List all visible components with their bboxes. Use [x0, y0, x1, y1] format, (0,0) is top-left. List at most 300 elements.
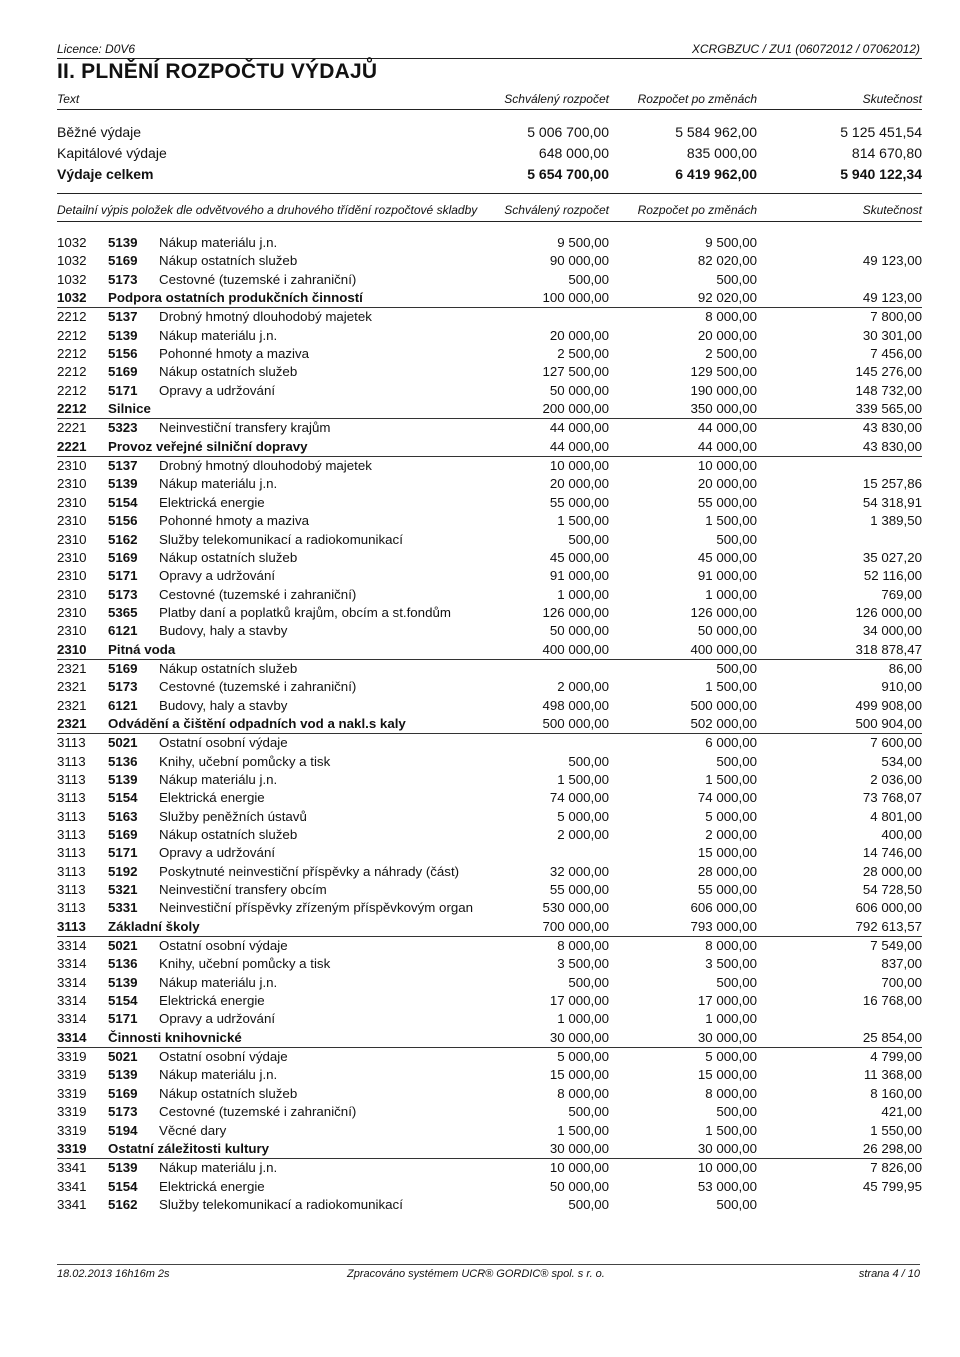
paragraph-code: 3113 — [57, 900, 86, 916]
item-name: Budovy, haly a stavby — [159, 623, 288, 639]
actual-value: 534,00 — [881, 753, 922, 769]
item-name: Věcné dary — [159, 1122, 227, 1138]
item-code: 5331 — [108, 900, 138, 916]
after-changes-value: 190 000,00 — [690, 382, 757, 398]
item-code: 5156 — [108, 346, 138, 362]
item-code: 5171 — [108, 382, 138, 398]
table-row — [57, 1103, 922, 1121]
approved-value: 2 000,00 — [557, 679, 609, 695]
paragraph-code: 3314 — [57, 956, 87, 972]
item-code: 5163 — [108, 808, 138, 824]
after-changes-value: 6 000,00 — [705, 735, 757, 751]
actual-value: 1 389,50 — [870, 513, 922, 529]
actual-value: 1 550,00 — [870, 1122, 922, 1138]
paragraph-code: 2310 — [57, 458, 87, 474]
actual-value: 837,00 — [881, 956, 922, 972]
actual-value: 43 830,00 — [862, 420, 922, 436]
item-name: Elektrická energie — [159, 494, 265, 510]
approved-value: 200 000,00 — [542, 401, 609, 417]
after-changes-value: 10 000,00 — [697, 458, 757, 474]
approved-value: 5 000,00 — [557, 808, 609, 824]
table-row — [57, 457, 922, 475]
paragraph-code: 2221 — [57, 420, 87, 436]
table-row — [57, 327, 922, 345]
actual-value: 34 000,00 — [862, 623, 922, 639]
section-name: Ostatní záležitosti kultury — [108, 1140, 270, 1156]
actual-value: 7 456,00 — [870, 346, 922, 362]
item-code: 5323 — [108, 420, 138, 436]
table-subtotal-row — [57, 918, 922, 937]
actual-value: 400,00 — [881, 827, 922, 842]
summary-row-current — [57, 124, 922, 145]
item-code: 5169 — [108, 827, 138, 842]
approved-value: 44 000,00 — [549, 438, 609, 454]
paragraph-code: 3113 — [57, 735, 86, 751]
actual-value: 500 904,00 — [855, 715, 922, 731]
paragraph-code: 2310 — [57, 586, 87, 602]
item-code: 5173 — [108, 586, 138, 602]
detail-column-headers — [57, 203, 922, 219]
after-changes-value: 8 000,00 — [705, 938, 757, 954]
table-row — [57, 808, 922, 826]
table-row — [57, 844, 922, 862]
actual-value: 2 036,00 — [870, 771, 922, 787]
paragraph-code: 2310 — [57, 641, 87, 657]
table-row — [57, 531, 922, 549]
approved-value: 1 500,00 — [557, 1122, 609, 1138]
table-row — [57, 753, 922, 771]
paragraph-code: 2310 — [57, 549, 87, 565]
after-changes-value: 129 500,00 — [690, 364, 757, 380]
table-row — [57, 345, 922, 363]
actual-value: 700,00 — [881, 974, 922, 990]
item-code: 5173 — [108, 679, 138, 695]
summary-label: Výdaje celkem — [57, 166, 154, 182]
actual-value: 792 613,57 — [855, 918, 922, 934]
paragraph-code: 2212 — [57, 382, 87, 398]
item-name: Neinvestiční transfery obcím — [159, 882, 327, 898]
table-row — [57, 234, 922, 252]
after-changes-value: 74 000,00 — [697, 790, 757, 806]
summary-approved: 5 654 700,00 — [527, 166, 609, 182]
approved-value: 500,00 — [568, 531, 609, 547]
approved-value: 55 000,00 — [549, 494, 609, 510]
after-changes-value: 28 000,00 — [697, 863, 757, 879]
item-name: Opravy a udržování — [159, 382, 276, 398]
approved-value: 2 500,00 — [557, 346, 609, 362]
table-row — [57, 622, 922, 640]
summary-after-changes: 5 584 962,00 — [675, 124, 757, 140]
item-code: 5154 — [108, 1178, 138, 1194]
item-name: Knihy, učební pomůcky a tisk — [159, 956, 331, 972]
table-row — [57, 974, 922, 992]
paragraph-code: 3319 — [57, 1049, 87, 1065]
approved-value: 74 000,00 — [549, 790, 609, 806]
table-row — [57, 881, 922, 899]
item-code: 5192 — [108, 863, 138, 879]
paragraph-code: 3341 — [57, 1178, 87, 1194]
actual-value: 148 732,00 — [855, 382, 922, 398]
after-changes-value: 1 000,00 — [705, 586, 757, 602]
item-name: Drobný hmotný dlouhodobý majetek — [159, 309, 372, 325]
paragraph-code: 2212 — [57, 346, 87, 362]
item-name: Nákup ostatních služeb — [159, 364, 298, 380]
summary-approved: 5 006 700,00 — [527, 124, 609, 140]
after-changes-value: 30 000,00 — [697, 1029, 757, 1045]
approved-value: 530 000,00 — [542, 900, 609, 916]
actual-value: 126 000,00 — [855, 604, 922, 620]
paragraph-code: 3314 — [57, 974, 87, 990]
section-name: Odvádění a čištění odpadních vod a nakl.s kaly — [108, 715, 406, 731]
after-changes-value: 5 000,00 — [705, 808, 757, 824]
table-row — [57, 937, 922, 955]
paragraph-code: 2221 — [57, 438, 87, 454]
item-code: 5169 — [108, 253, 138, 269]
approved-value: 20 000,00 — [549, 476, 609, 492]
paragraph-code: 1032 — [57, 290, 87, 306]
after-changes-value: 20 000,00 — [697, 327, 757, 343]
item-code: 5139 — [108, 327, 138, 343]
after-changes-value: 53 000,00 — [697, 1178, 757, 1194]
item-code: 5139 — [108, 771, 138, 787]
actual-value: 54 318,91 — [862, 494, 922, 510]
summary-approved: 648 000,00 — [538, 145, 609, 161]
summary-label: Kapitálové výdaje — [57, 145, 167, 161]
section-name: Pitná voda — [108, 641, 176, 657]
item-name: Opravy a udržování — [159, 568, 276, 584]
paragraph-code: 3113 — [57, 808, 86, 824]
item-code: 5162 — [108, 531, 138, 547]
actual-value: 7 800,00 — [870, 309, 922, 325]
approved-value: 1 500,00 — [557, 771, 609, 787]
item-code: 5169 — [108, 660, 138, 676]
paragraph-code: 2310 — [57, 604, 87, 620]
paragraph-code: 2321 — [57, 697, 87, 713]
table-row — [57, 382, 922, 400]
approved-value: 400 000,00 — [542, 641, 609, 657]
approved-value: 44 000,00 — [549, 420, 609, 436]
summary-actual: 5 125 451,54 — [840, 124, 922, 140]
item-code: 5173 — [108, 1104, 138, 1120]
table-row — [57, 252, 922, 270]
actual-value: 4 801,00 — [870, 808, 922, 824]
paragraph-code: 3319 — [57, 1140, 87, 1156]
table-row — [57, 1122, 922, 1140]
after-changes-value: 502 000,00 — [690, 715, 757, 731]
actual-value: 7 826,00 — [870, 1160, 922, 1176]
table-row — [57, 419, 922, 437]
item-name: Poskytnuté neinvestiční příspěvky a náhrady (část) — [159, 863, 460, 879]
item-name: Opravy a udržování — [159, 845, 276, 861]
after-changes-value: 126 000,00 — [690, 604, 757, 620]
actual-value: 15 257,86 — [862, 476, 922, 492]
section-name: Činnosti knihovnické — [108, 1029, 242, 1045]
approved-value: 5 000,00 — [557, 1049, 609, 1065]
paragraph-code: 3319 — [57, 1067, 87, 1083]
item-code: 5139 — [108, 476, 138, 492]
paragraph-code: 2310 — [57, 531, 87, 547]
item-name: Platby daní a poplatků krajům, obcím a st.fondům — [159, 604, 451, 620]
paragraph-code: 3341 — [57, 1160, 87, 1176]
after-changes-value: 500 000,00 — [690, 697, 757, 713]
summary-after-changes: 835 000,00 — [686, 145, 757, 161]
approved-value: 500,00 — [568, 1196, 609, 1212]
table-row — [57, 899, 922, 917]
item-name: Služby peněžních ústavů — [159, 808, 307, 824]
item-code: 6121 — [108, 623, 138, 639]
table-row — [57, 604, 922, 622]
page-title: II. PLNĚNÍ ROZPOČTU VÝDAJŮ — [57, 60, 378, 83]
paragraph-code: 2321 — [57, 715, 87, 731]
item-name: Nákup materiálu j.n. — [159, 974, 278, 990]
after-changes-value: 500,00 — [716, 1104, 757, 1120]
after-changes-value: 606 000,00 — [690, 900, 757, 916]
actual-value: 7 600,00 — [870, 735, 922, 751]
detail-table — [57, 234, 922, 1214]
approved-value: 91 000,00 — [549, 568, 609, 584]
table-row — [57, 512, 922, 530]
item-code: 6121 — [108, 697, 138, 713]
approved-value: 90 000,00 — [549, 253, 609, 269]
actual-value: 769,00 — [881, 586, 922, 602]
paragraph-code: 3113 — [57, 863, 86, 879]
approved-value: 126 000,00 — [542, 604, 609, 620]
actual-value: 54 728,50 — [862, 882, 922, 898]
actual-value: 26 298,00 — [862, 1140, 922, 1156]
paragraph-code: 2212 — [57, 327, 87, 343]
item-name: Nákup ostatních služeb — [159, 660, 298, 676]
approved-value: 500,00 — [568, 753, 609, 769]
paragraph-code: 3113 — [57, 918, 86, 934]
item-code: 5171 — [108, 1011, 138, 1027]
paragraph-code: 2310 — [57, 476, 87, 492]
approved-value: 700 000,00 — [542, 918, 609, 934]
after-changes-value: 55 000,00 — [697, 494, 757, 510]
paragraph-code: 2321 — [57, 679, 87, 695]
item-code: 5169 — [108, 1085, 138, 1101]
paragraph-code: 3113 — [57, 882, 86, 898]
item-code: 5171 — [108, 845, 138, 861]
item-name: Služby telekomunikací a radiokomunikací — [159, 1196, 403, 1212]
col-header-approved: Schválený rozpočet — [504, 203, 609, 217]
col-header-actual: Skutečnost — [862, 203, 922, 217]
item-name: Pohonné hmoty a maziva — [159, 346, 310, 362]
table-row — [57, 697, 922, 715]
table-row — [57, 863, 922, 881]
processed-by: Zpracováno systémem UCR® GORDIC® spol. s r. o. — [347, 1268, 605, 1280]
approved-value: 50 000,00 — [549, 623, 609, 639]
item-code: 5137 — [108, 309, 138, 325]
actual-value: 43 830,00 — [862, 438, 922, 454]
table-row — [57, 1196, 922, 1214]
actual-value: 910,00 — [881, 679, 922, 695]
approved-value: 15 000,00 — [549, 1067, 609, 1083]
item-code: 5154 — [108, 494, 138, 510]
item-name: Nákup ostatních služeb — [159, 253, 298, 269]
table-row — [57, 955, 922, 973]
item-name: Nákup ostatních služeb — [159, 549, 298, 565]
table-row — [57, 678, 922, 696]
actual-value: 16 768,00 — [862, 993, 922, 1009]
paragraph-code: 2310 — [57, 623, 87, 639]
table-subtotal-row — [57, 1140, 922, 1159]
after-changes-value: 92 020,00 — [697, 290, 757, 306]
after-changes-value: 2 000,00 — [705, 827, 757, 842]
after-changes-value: 8 000,00 — [705, 309, 757, 325]
table-subtotal-row — [57, 1029, 922, 1048]
item-name: Nákup materiálu j.n. — [159, 476, 278, 492]
after-changes-value: 45 000,00 — [697, 549, 757, 565]
item-code: 5136 — [108, 753, 138, 769]
table-row — [57, 1066, 922, 1084]
paragraph-code: 1032 — [57, 271, 87, 287]
after-changes-value: 55 000,00 — [697, 882, 757, 898]
paragraph-code: 3319 — [57, 1085, 87, 1101]
after-changes-value: 1 500,00 — [705, 1122, 757, 1138]
table-row — [57, 308, 922, 326]
summary-row-capital — [57, 145, 922, 166]
after-changes-value: 15 000,00 — [697, 1067, 757, 1083]
actual-value: 4 799,00 — [870, 1049, 922, 1065]
item-name: Budovy, haly a stavby — [159, 697, 288, 713]
item-code: 5137 — [108, 458, 138, 474]
col-header-actual: Skutečnost — [862, 92, 922, 106]
after-changes-value: 500,00 — [716, 753, 757, 769]
actual-value: 45 799,95 — [862, 1178, 922, 1194]
approved-value: 127 500,00 — [542, 364, 609, 380]
actual-value: 35 027,20 — [862, 549, 922, 565]
table-row — [57, 586, 922, 604]
section-name: Silnice — [108, 401, 151, 417]
actual-value: 52 116,00 — [863, 568, 922, 584]
item-name: Drobný hmotný dlouhodobý majetek — [159, 458, 372, 474]
actual-value: 7 549,00 — [870, 938, 922, 954]
after-changes-value: 1 500,00 — [705, 513, 757, 529]
actual-value: 318 878,47 — [855, 641, 922, 657]
table-subtotal-row — [57, 715, 922, 734]
actual-value: 145 276,00 — [855, 364, 922, 380]
approved-value: 498 000,00 — [542, 697, 609, 713]
paragraph-code: 3113 — [57, 845, 86, 861]
after-changes-value: 400 000,00 — [690, 641, 757, 657]
item-code: 5162 — [108, 1196, 138, 1212]
item-code: 5136 — [108, 956, 138, 972]
approved-value: 10 000,00 — [549, 1160, 609, 1176]
item-code: 5021 — [108, 735, 138, 751]
approved-value: 100 000,00 — [542, 290, 609, 306]
after-changes-value: 500,00 — [716, 974, 757, 990]
summary-bottom-rule — [57, 193, 922, 194]
paragraph-code: 3113 — [57, 753, 86, 769]
summary-label: Běžné výdaje — [57, 124, 142, 140]
item-name: Opravy a udržování — [159, 1011, 276, 1027]
approved-value: 45 000,00 — [549, 549, 609, 565]
item-name: Knihy, učební pomůcky a tisk — [159, 753, 331, 769]
table-subtotal-row — [57, 438, 922, 457]
summary-column-headers — [57, 92, 922, 108]
actual-value: 421,00 — [881, 1104, 922, 1120]
after-changes-value: 91 000,00 — [697, 568, 757, 584]
approved-value: 500,00 — [568, 974, 609, 990]
paragraph-code: 3314 — [57, 1011, 87, 1027]
header-rule — [57, 58, 922, 59]
item-name: Neinvestiční transfery krajům — [159, 420, 331, 436]
summary-row-total — [57, 166, 922, 187]
item-code: 5139 — [108, 974, 138, 990]
after-changes-value: 1 500,00 — [705, 771, 757, 787]
approved-value: 1 000,00 — [557, 586, 609, 602]
paragraph-code: 3113 — [57, 771, 86, 787]
actual-value: 30 301,00 — [862, 327, 922, 343]
approved-value: 500,00 — [568, 1104, 609, 1120]
summary-actual: 814 670,80 — [851, 145, 922, 161]
table-row — [57, 1178, 922, 1196]
approved-value: 500 000,00 — [542, 715, 609, 731]
section-name: Základní školy — [108, 918, 200, 934]
table-row — [57, 549, 922, 567]
table-row — [57, 1048, 922, 1066]
item-name: Cestovné (tuzemské i zahraniční) — [159, 679, 357, 695]
item-code: 5139 — [108, 235, 138, 250]
page-footer — [57, 1264, 920, 1284]
detail-header-text: Detailní výpis položek dle odvětvového a druhového třídění rozpočtové skladby — [57, 203, 478, 217]
item-code: 5154 — [108, 790, 138, 806]
after-changes-value: 1 000,00 — [705, 1011, 757, 1027]
after-changes-value: 30 000,00 — [697, 1140, 757, 1156]
paragraph-code: 1032 — [57, 253, 87, 269]
document-code: XCRGBZUC / ZU1 (06072012 / 07062012) — [691, 42, 920, 56]
item-code: 5365 — [108, 604, 138, 620]
after-changes-value: 44 000,00 — [697, 420, 757, 436]
item-code: 5171 — [108, 568, 138, 584]
detail-header-rule — [57, 221, 922, 222]
actual-value: 339 565,00 — [855, 401, 922, 417]
after-changes-value: 50 000,00 — [697, 623, 757, 639]
item-code: 5154 — [108, 993, 138, 1009]
item-code: 5194 — [108, 1122, 138, 1138]
table-row — [57, 771, 922, 789]
item-name: Nákup materiálu j.n. — [159, 235, 278, 250]
approved-value: 1 500,00 — [557, 513, 609, 529]
table-subtotal-row — [57, 289, 922, 308]
item-name: Elektrická energie — [159, 993, 265, 1009]
paragraph-code: 2310 — [57, 568, 87, 584]
col-header-approved: Schválený rozpočet — [504, 92, 609, 106]
paragraph-code: 3319 — [57, 1104, 87, 1120]
after-changes-value: 500,00 — [716, 531, 757, 547]
after-changes-value: 500,00 — [716, 660, 757, 676]
item-code: 5021 — [108, 1049, 138, 1065]
actual-value: 499 908,00 — [855, 697, 922, 713]
approved-value: 30 000,00 — [549, 1140, 609, 1156]
item-name: Nákup materiálu j.n. — [159, 1067, 278, 1083]
approved-value: 10 000,00 — [549, 458, 609, 474]
item-code: 5169 — [108, 549, 138, 565]
item-name: Cestovné (tuzemské i zahraniční) — [159, 586, 357, 602]
page-number: strana 4 / 10 — [858, 1268, 920, 1280]
item-name: Nákup ostatních služeb — [159, 827, 298, 842]
item-code: 5173 — [108, 271, 138, 287]
after-changes-value: 350 000,00 — [690, 401, 757, 417]
print-date: 18.02.2013 16h16m 2s — [57, 1268, 170, 1280]
item-name: Elektrická energie — [159, 790, 265, 806]
paragraph-code: 2310 — [57, 494, 87, 510]
actual-value: 8 160,00 — [870, 1085, 922, 1101]
item-code: 5169 — [108, 364, 138, 380]
approved-value: 3 500,00 — [557, 956, 609, 972]
item-name: Ostatní osobní výdaje — [159, 938, 288, 954]
approved-value: 50 000,00 — [549, 1178, 609, 1194]
